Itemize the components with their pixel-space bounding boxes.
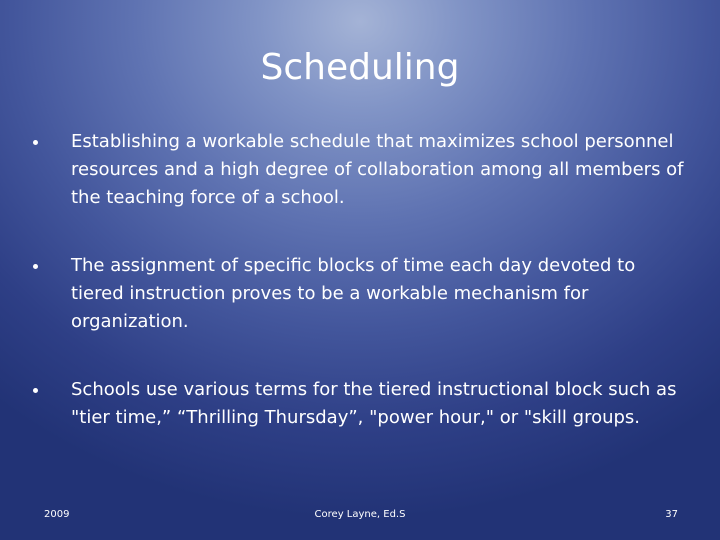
bullet-icon: [33, 388, 38, 393]
bullet-item: [0, 376, 720, 432]
bullet-text: Establishing a workable schedule that maximizes school personnel resources and a high degree of collaboration among all members of the teaching force of a school.: [71, 131, 684, 208]
footer-author: Corey Layne, Ed.S: [314, 509, 406, 520]
bullet-text: Schools use various terms for the tiered instructional block such as "tier time,” “Thrilling Thursday”, "power hour," or "skill groups.: [71, 379, 677, 428]
bullet-list: [0, 128, 720, 432]
bullet-text: The assignment of specific blocks of time each day devoted to tiered instruction proves to be a workable mechanism for organization.: [71, 255, 636, 332]
bullet-item: [0, 128, 720, 212]
footer-page-number: 37: [665, 509, 678, 520]
bullet-icon: [33, 140, 38, 145]
footer-date: 2009: [44, 509, 70, 520]
slide-title: Scheduling: [260, 47, 460, 88]
bullet-item: [0, 252, 720, 336]
bullet-icon: [33, 264, 38, 269]
